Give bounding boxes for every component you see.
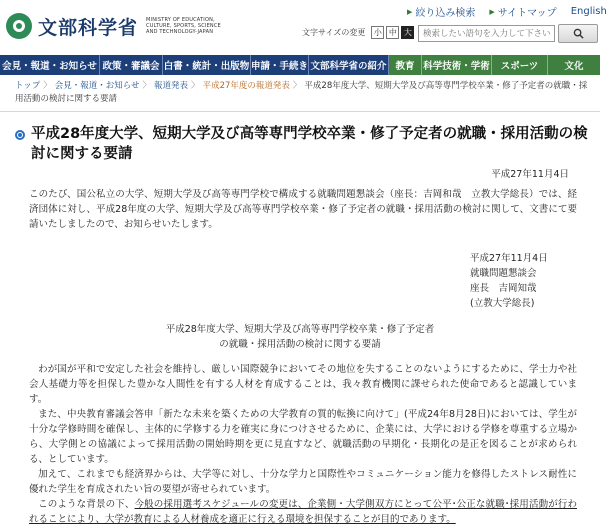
ministry-logo[interactable] [6, 6, 221, 46]
body-paragraph-1: わが国が平和で安定した社会を維持し、厳しい国際競争においてその地位を失することのないようにするために、学士力や社会人基礎力等を担保した豊かな人間性を有する人材を育成することは、我々教育機関に課せられた使命であると認識しています。 [29, 364, 577, 405]
nav-culture[interactable]: 文化 [548, 55, 600, 75]
refined-search-label: 絞り込み検索 [415, 8, 476, 19]
font-size-medium-button[interactable]: 中 [386, 26, 399, 39]
breadcrumb: トップ 〉 会見・報道・お知らせ 〉 報道発表 〉 平成27年度の報道発表 〉 平成28年度大学、短期大学及び高等専門学校卒業・修了予定者の就職・採用活動の検討に関する要請 [15, 81, 588, 104]
main-nav [0, 55, 600, 75]
document-title-line-2: の就職・採用活動の検討に関する要請 [219, 339, 381, 350]
body-paragraph-2: また、中央教育審議会答申「新たな未来を築くための大学教育の質的転換に向けて」(平成24年8月28日)においては、学生が十分な学修時間を確保し、主体的に学修する力を確実に身につけさせるために、企業には、大学における学修を尊重する立場から、大学側との協議によって採用活動の開始時期を更に見直すなど、就職活動の早期化・長期化の是正を図ることが求められる、としています。 [29, 409, 577, 465]
signature-date: 平成27年11月4日 [470, 253, 548, 264]
nav-education[interactable]: 教育 [389, 55, 422, 75]
divider [0, 111, 600, 112]
page-title: 平成28年度大学、短期大学及び高等専門学校卒業・修了予定者の就職・採用活動の検討に関する要請 [31, 126, 588, 162]
font-size-large-button[interactable]: 大 [401, 26, 414, 39]
nav-applications[interactable]: 申請・手続き [251, 55, 309, 75]
refined-search-link[interactable] [407, 4, 475, 19]
nav-science[interactable]: 科学技術・学術 [422, 55, 492, 75]
signature-block [470, 251, 580, 311]
utility-links [407, 4, 607, 19]
signature-org: 就職問題懇談会 [470, 268, 537, 279]
search-input[interactable] [418, 25, 555, 42]
logo-text: 文部科学省 [38, 16, 139, 39]
search-icon [573, 28, 584, 39]
nav-policy[interactable]: 政策・審議会 [100, 55, 163, 75]
breadcrumb-releases[interactable]: 報道発表 [154, 81, 189, 91]
body-paragraph-4: このような背景の下、今般の採用選考スケジュールの変更は、企業側・大学側双方にとって公平･公正な就職･採用活動が行われることにより、大学が教育による人材養成を適正に行える環境を担保することが目的であります。 [29, 499, 577, 525]
logo-english-text: MINISTRY OF EDUCATION, CULTURE, SPORTS, SCIENCE AND TECHNOLOGY-JAPAN [146, 17, 221, 35]
nav-about[interactable]: 文部科学省の紹介 [309, 55, 389, 75]
nav-press[interactable]: 会見・報道・お知らせ [0, 55, 100, 75]
ministry-emblem-icon [6, 13, 32, 39]
signature-name: 座長 吉岡知哉 [470, 283, 537, 294]
signature-affiliation: (立教大学総長) [470, 298, 535, 309]
body-paragraph-3: 加えて、これまでも経済界からは、大学等に対し、十分な学力と国際性やコミュニケーション能力を修得したストレス耐性に優れた学生を育成されたい旨の要望が寄せられています。 [29, 469, 577, 495]
arrow-right-icon: ▶ [489, 7, 495, 16]
breadcrumb-current: 平成28年度大学、短期大学及び高等専門学校卒業・修了予定者の就職・採用活動の検討に関する要請 [15, 81, 588, 104]
font-size-label: 文字サイズの変更 [302, 28, 366, 37]
publish-date: 平成27年11月4日 [491, 169, 569, 180]
breadcrumb-top[interactable]: トップ [15, 81, 41, 91]
english-link[interactable] [571, 4, 607, 19]
page-title-block [15, 124, 590, 164]
breadcrumb-fy27[interactable]: 平成27年度の報道発表 [202, 81, 290, 91]
nav-sports[interactable]: スポーツ [492, 55, 548, 75]
english-label: English [570, 6, 607, 17]
font-size-small-button[interactable]: 小 [371, 26, 384, 39]
intro-paragraph: このたび、国公私立の大学、短期大学及び高等専門学校で構成する就職問題懇談会（座長：吉岡和哉 立教大学総長）では、経済団体に対し、平成28年度の大学、短期大学及び高等専門学校卒業・修了予定者の就職・採用活動の検討に関して、文書にて要請いたしましたので、お知らせいたします。 [29, 189, 577, 230]
sitemap-link[interactable] [489, 4, 556, 19]
sitemap-label: サイトマップ [497, 8, 557, 19]
nav-publications[interactable]: 白書・統計・出版物 [163, 55, 251, 75]
search-button[interactable] [558, 24, 598, 43]
breadcrumb-press[interactable]: 会見・報道・お知らせ [54, 81, 140, 91]
font-size-control [302, 26, 414, 39]
document-title-line-1: 平成28年度大学、短期大学及び高等専門学校卒業・修了予定者 [165, 324, 435, 335]
title-bullet-icon [15, 130, 25, 140]
arrow-right-icon: ▶ [407, 7, 413, 16]
site-header [0, 0, 607, 52]
underlined-statement: 今般の採用選考スケジュールの変更は、企業側・大学側双方にとって公平･公正な就職･採用活動が行われることにより、大学が教育による人材養成を適正に行える環境を担保することが目的であります。 [29, 499, 577, 525]
